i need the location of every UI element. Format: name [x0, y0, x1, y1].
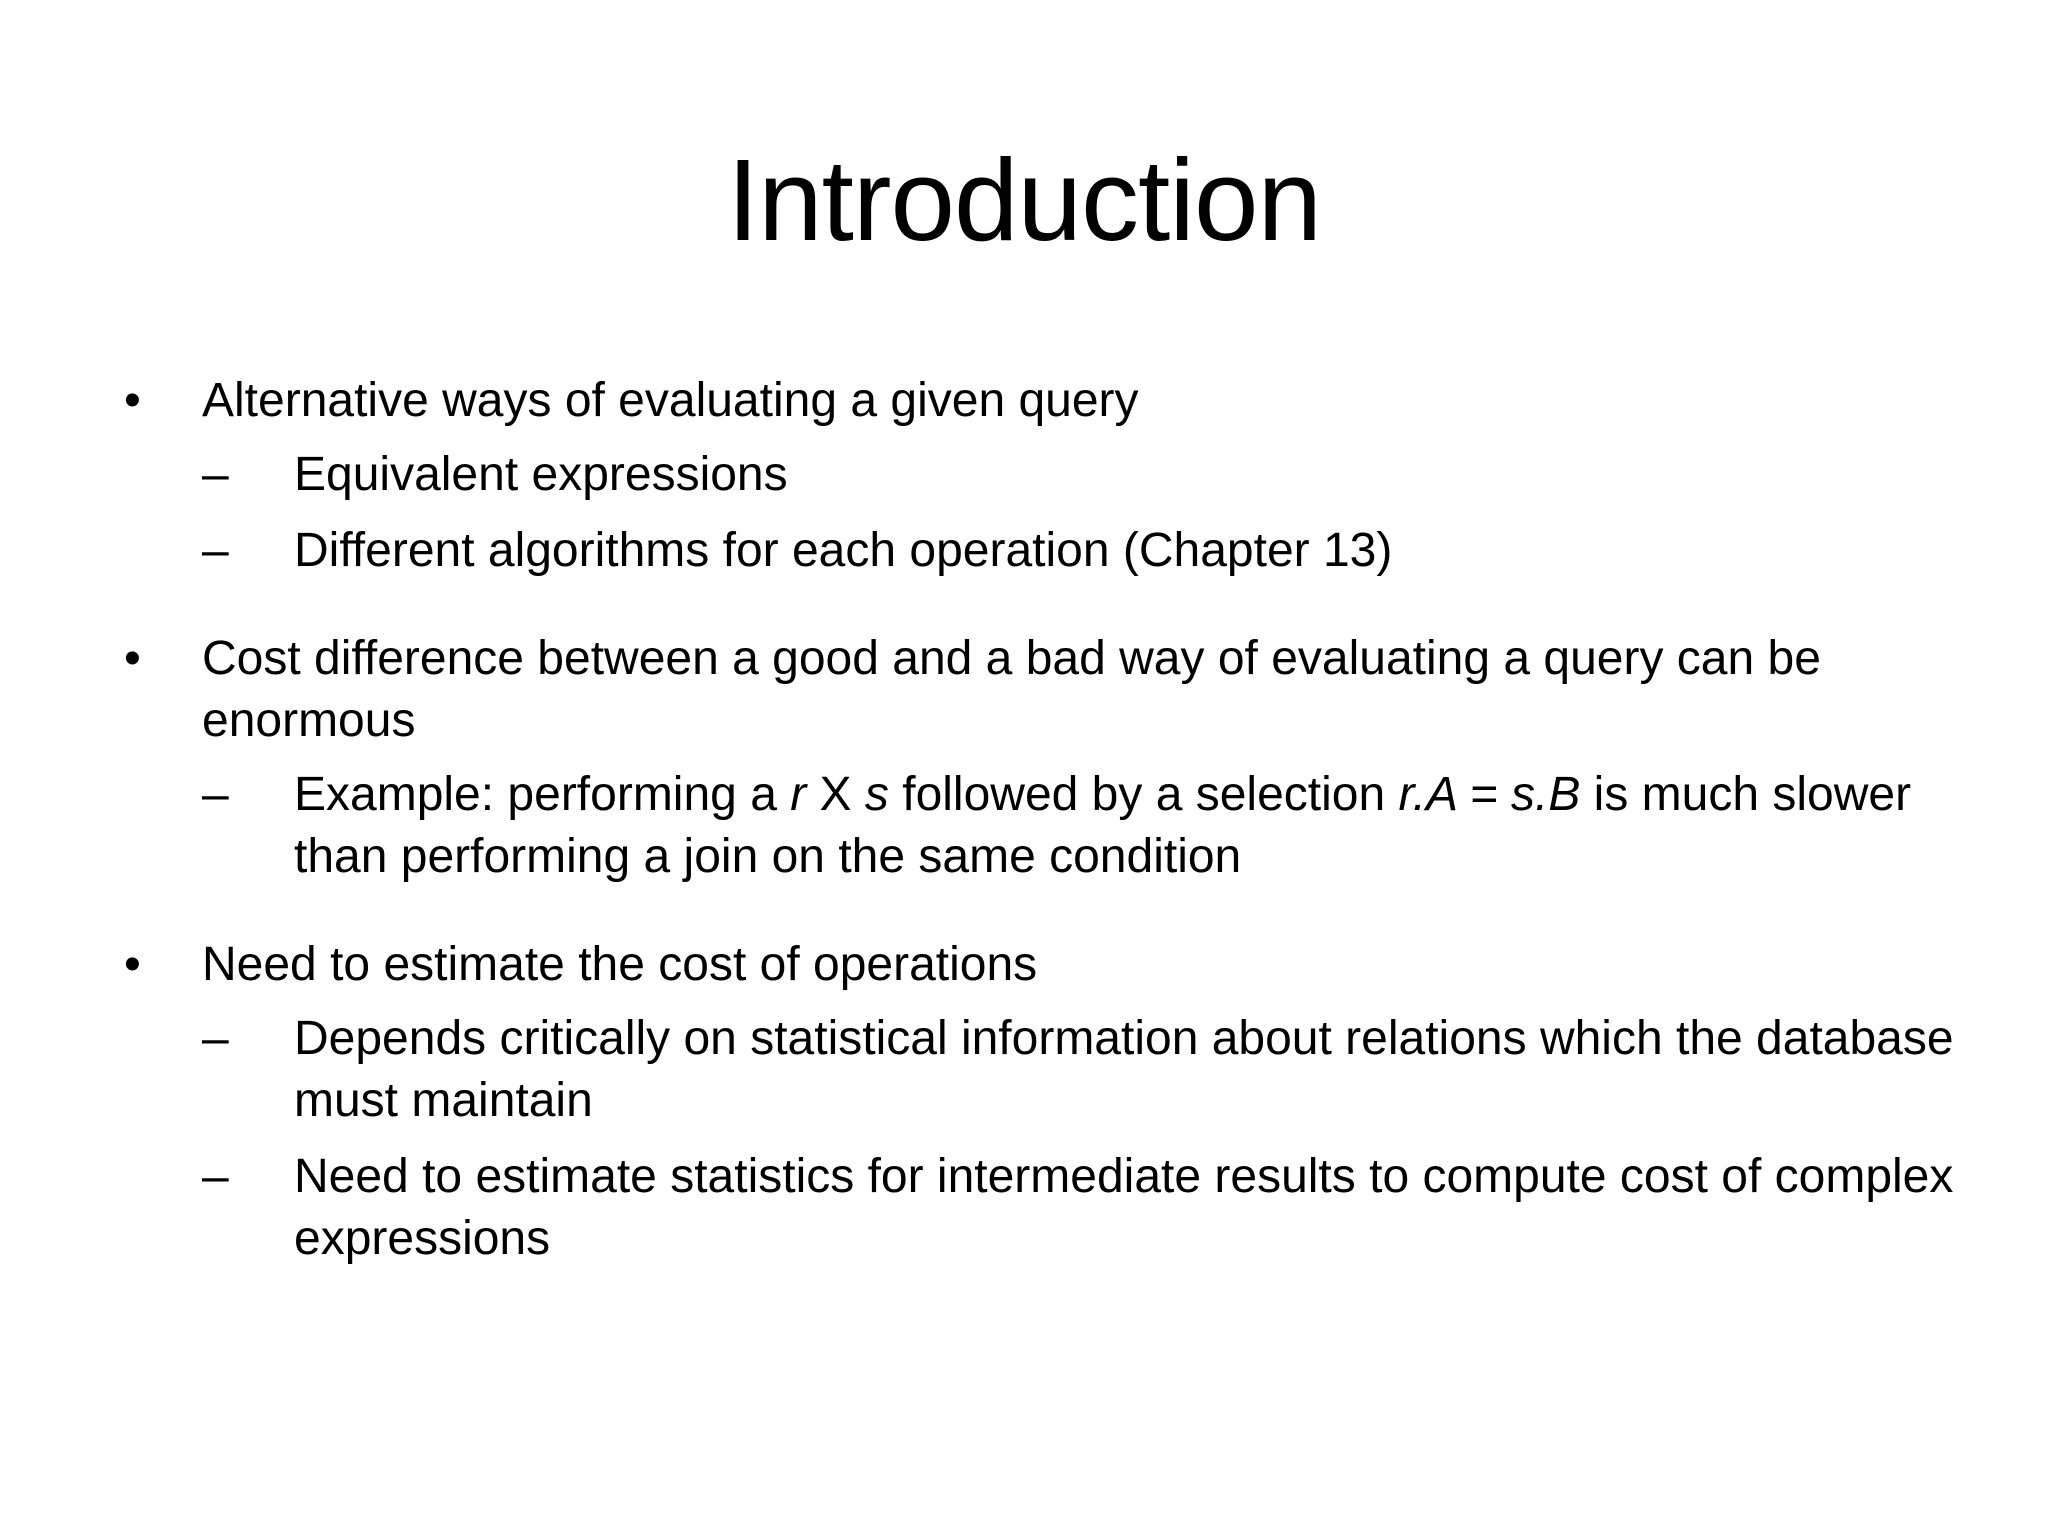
sub-item — [202, 520, 1970, 582]
sub-list — [202, 764, 1970, 888]
example-text-part: Example: performing a — [294, 768, 791, 821]
dash-icon: – — [202, 1150, 229, 1203]
sub-text: Depends critically on statistical information about relations which the database must maintain — [294, 1012, 1954, 1127]
relation-r: r — [790, 768, 807, 821]
bullet-item — [120, 628, 1970, 888]
dash-icon: – — [202, 1012, 229, 1065]
example-text-part: is much slower than performing a join on the same condition — [294, 768, 1912, 883]
bullet-item — [120, 370, 1970, 582]
sub-item — [202, 444, 1970, 506]
sub-text: Equivalent expressions — [294, 448, 788, 501]
bullet-dot-icon: • — [124, 632, 141, 685]
example-text-part: followed by a selection — [888, 768, 1399, 821]
bullet-dot-icon: • — [124, 374, 141, 427]
bullet-text: Cost difference between a good and a bad way of evaluating a query can be enormous — [202, 632, 1821, 747]
dash-icon: – — [202, 768, 229, 821]
sub-text: Different algorithms for each operation (Chapter 13) — [294, 524, 1393, 577]
selection-condition: r.A = s.B — [1398, 768, 1581, 821]
sub-text: Need to estimate statistics for intermediate results to compute cost of complex expressions — [294, 1150, 1954, 1265]
bullet-text: Need to estimate the cost of operations — [202, 938, 1038, 991]
bullet-item — [120, 934, 1970, 1270]
sub-list — [202, 444, 1970, 582]
dash-icon: – — [202, 524, 229, 577]
sub-item — [202, 1008, 1970, 1132]
bullet-text: Alternative ways of evaluating a given query — [202, 374, 1139, 427]
relation-s: s — [864, 768, 889, 821]
slide-content — [120, 370, 1970, 1270]
sub-item — [202, 1146, 1970, 1270]
sub-item-example — [202, 764, 1970, 888]
slide-title: Introduction — [726, 135, 1322, 265]
cross-product-symbol: X — [806, 768, 865, 821]
dash-icon: – — [202, 448, 229, 501]
sub-list — [202, 1008, 1970, 1270]
bullet-dot-icon: • — [124, 938, 141, 991]
